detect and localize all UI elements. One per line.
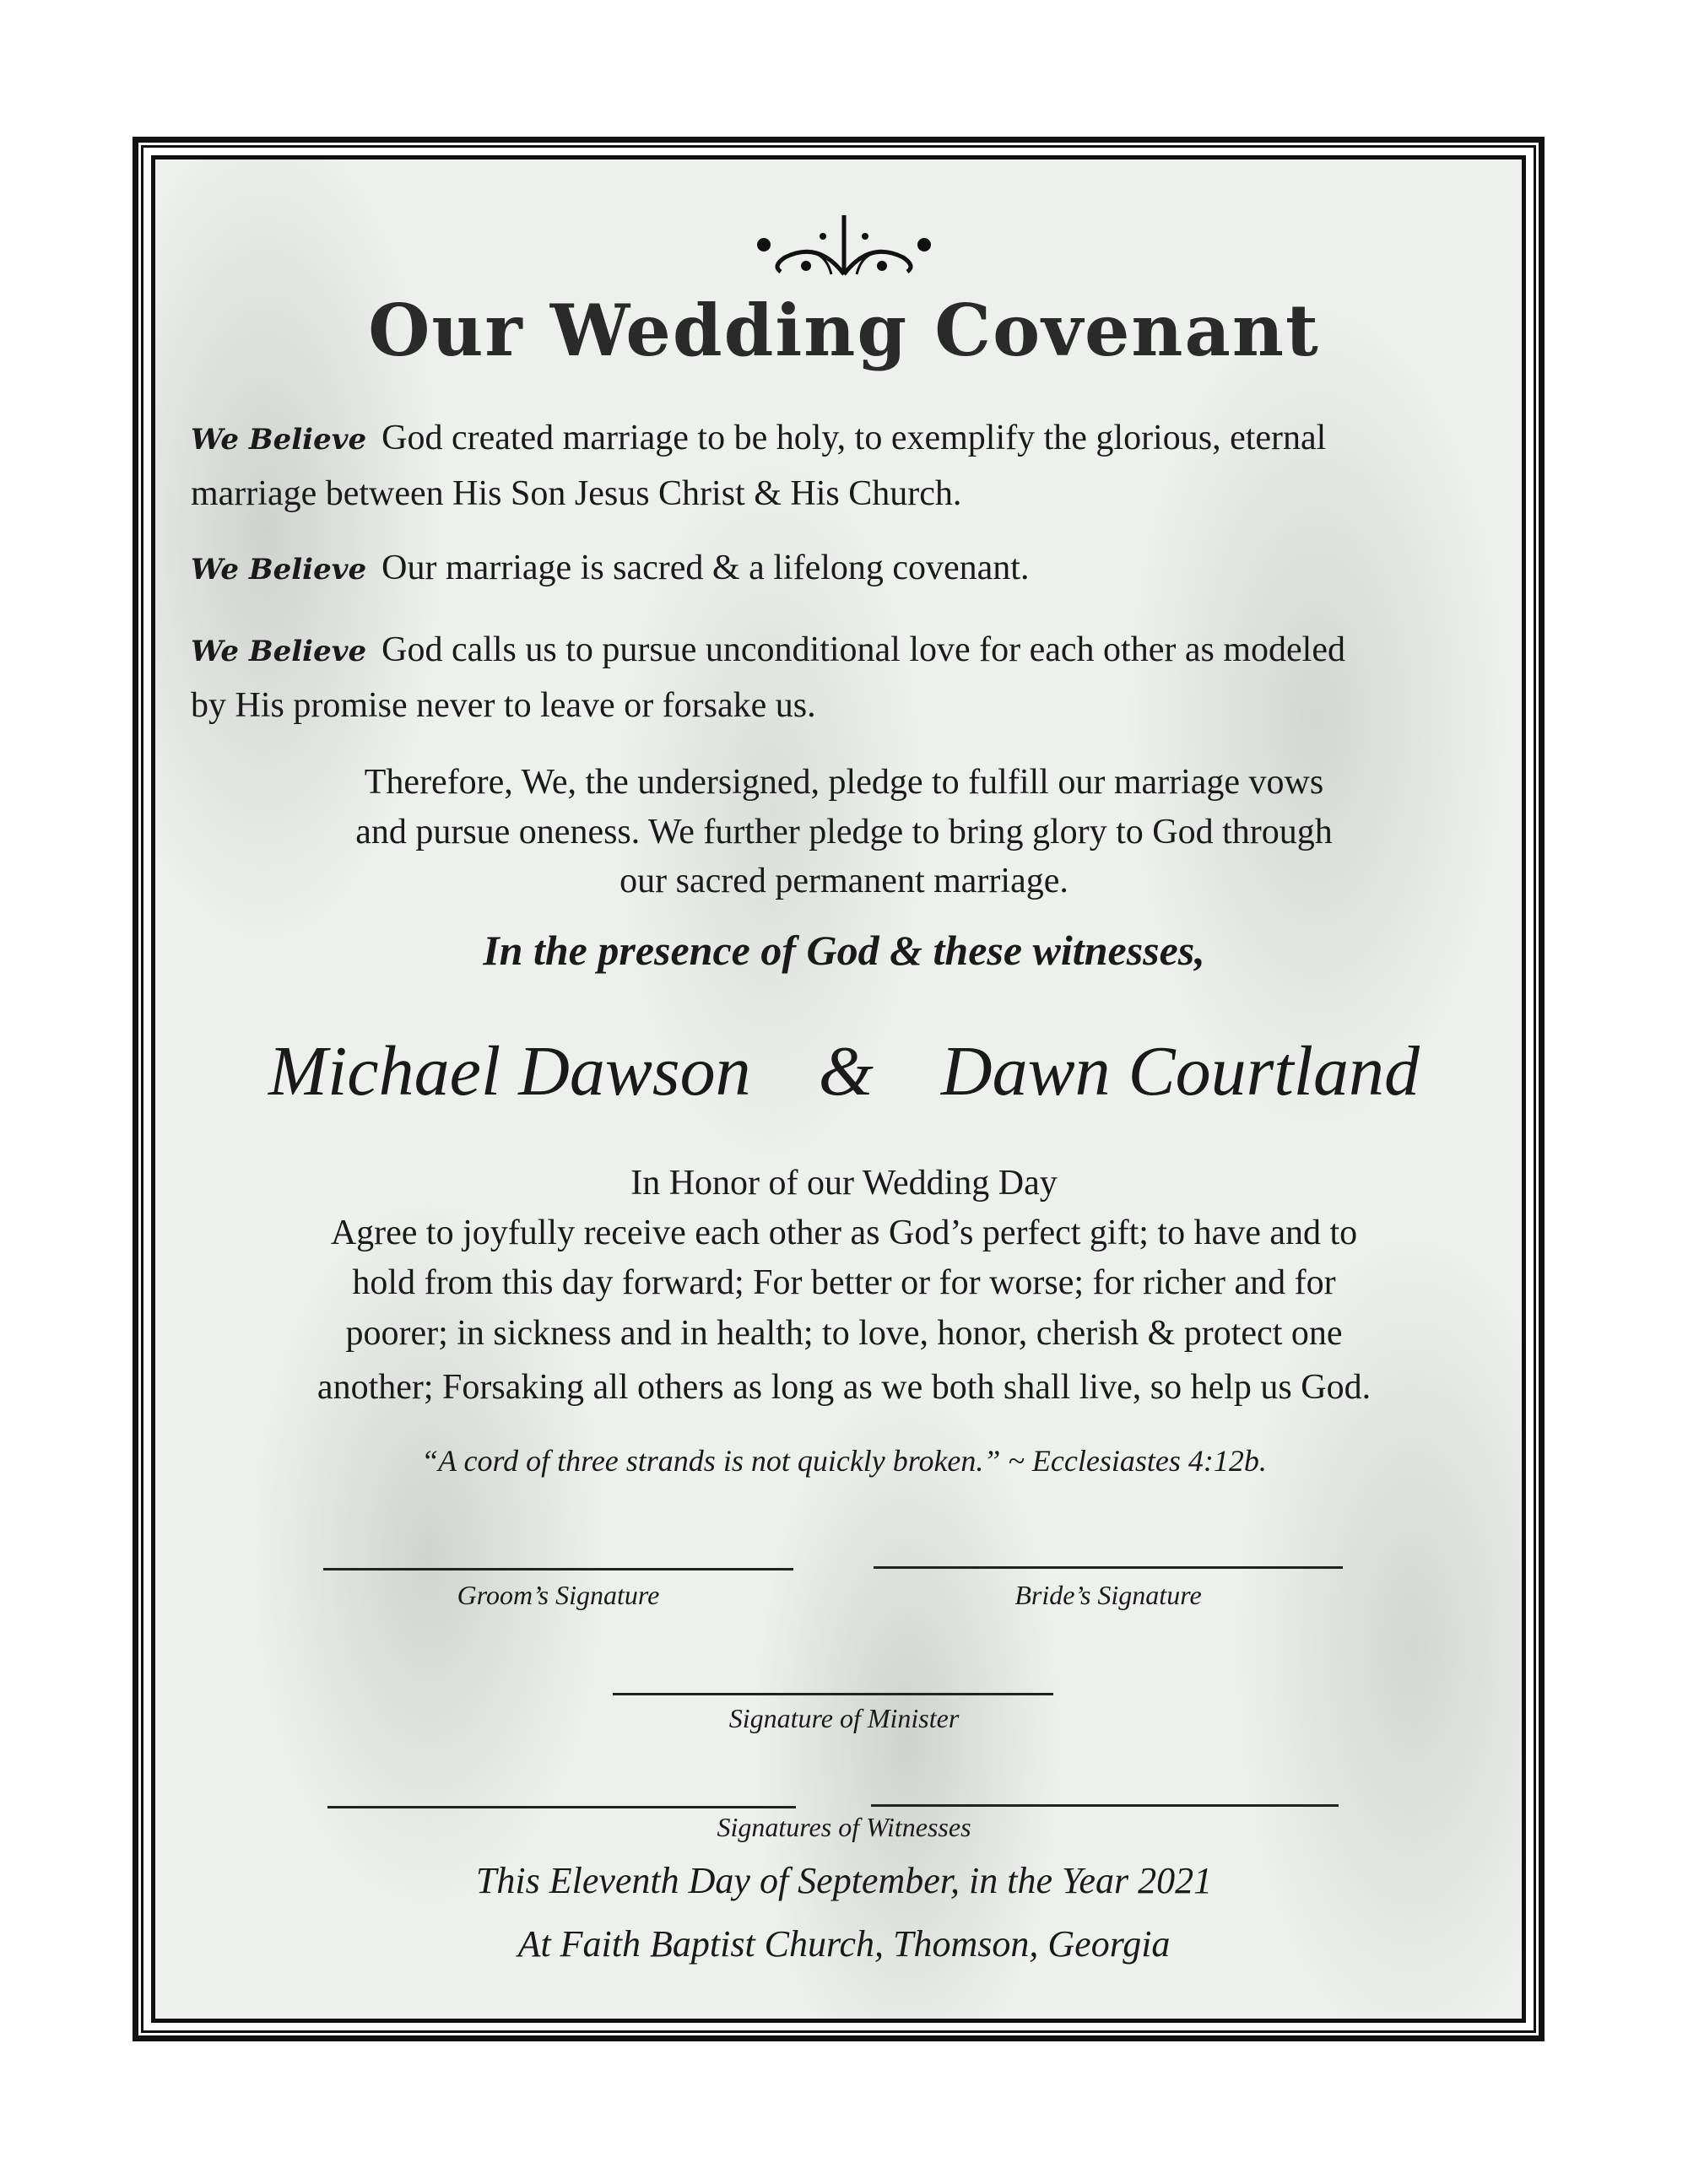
page-title: Our Wedding Covenant xyxy=(368,289,1320,372)
bride-name: Dawn Courtland xyxy=(940,1032,1420,1111)
vow-line: hold from this day forward; For better or for worse; for richer and for xyxy=(352,1263,1336,1302)
couple-names xyxy=(0,1025,1688,1118)
we-believe-label: We Believe xyxy=(191,423,367,457)
vow-line: another; Forsaking all others as long as we both shall live, so help us God. xyxy=(316,1368,1372,1407)
we-believe-label: We Believe xyxy=(191,553,367,587)
belief-text: God created marriage to be holy, to exemplify the glorious, eternal xyxy=(381,419,1327,457)
pledge-line: our sacred permanent marriage. xyxy=(619,862,1069,900)
minister-signature-label: Signature of Minister xyxy=(728,1703,960,1733)
belief-1-line-2: marriage between His Son Jesus Christ & His Church. xyxy=(191,474,962,513)
belief-text: God calls us to pursue unconditional love for each other as modeled xyxy=(381,630,1345,669)
pledge-line: and pursue oneness. We further pledge to bring glory to God through xyxy=(355,813,1333,851)
bride-signature-label: Bride’s Signature xyxy=(1014,1580,1202,1610)
pledge-line: Therefore, We, the undersigned, pledge to fulfill our marriage vows xyxy=(364,763,1324,802)
we-believe-label: We Believe xyxy=(191,635,367,668)
groom-name: Michael Dawson xyxy=(268,1032,751,1111)
witnesses-signature-label: Signatures of Witnesses xyxy=(717,1812,971,1842)
vows-heading: In Honor of our Wedding Day xyxy=(630,1164,1058,1203)
belief-3-line-1 xyxy=(191,624,1440,675)
vow-line: poorer; in sickness and in health; to love, honor, cherish & protect one xyxy=(345,1314,1343,1353)
ceremony-place: At Faith Baptist Church, Thomson, Georgia xyxy=(517,1923,1171,1965)
belief-1-line-1 xyxy=(191,413,1440,463)
groom-signature-label: Groom’s Signature xyxy=(457,1580,660,1610)
ceremony-date: This Eleventh Day of September, in the Year 2021 xyxy=(475,1860,1213,1901)
belief-text: Our marriage is sacred & a lifelong covenant. xyxy=(381,549,1030,587)
belief-2 xyxy=(191,543,1440,593)
vow-line: Agree to joyfully receive each other as God’s perfect gift; to have and to xyxy=(330,1214,1358,1252)
flourish-ornament-icon xyxy=(743,211,945,278)
presence-statement: In the presence of God & these witnesses, xyxy=(483,927,1205,974)
ampersand: & xyxy=(818,1032,874,1111)
belief-3-line-2: by His promise never to leave or forsake us. xyxy=(191,686,816,725)
scripture-quote: “A cord of three strands is not quickly broken.” ~ Ecclesiastes 4:12b. xyxy=(421,1444,1267,1478)
bride-signature-line[interactable] xyxy=(874,1566,1343,1569)
